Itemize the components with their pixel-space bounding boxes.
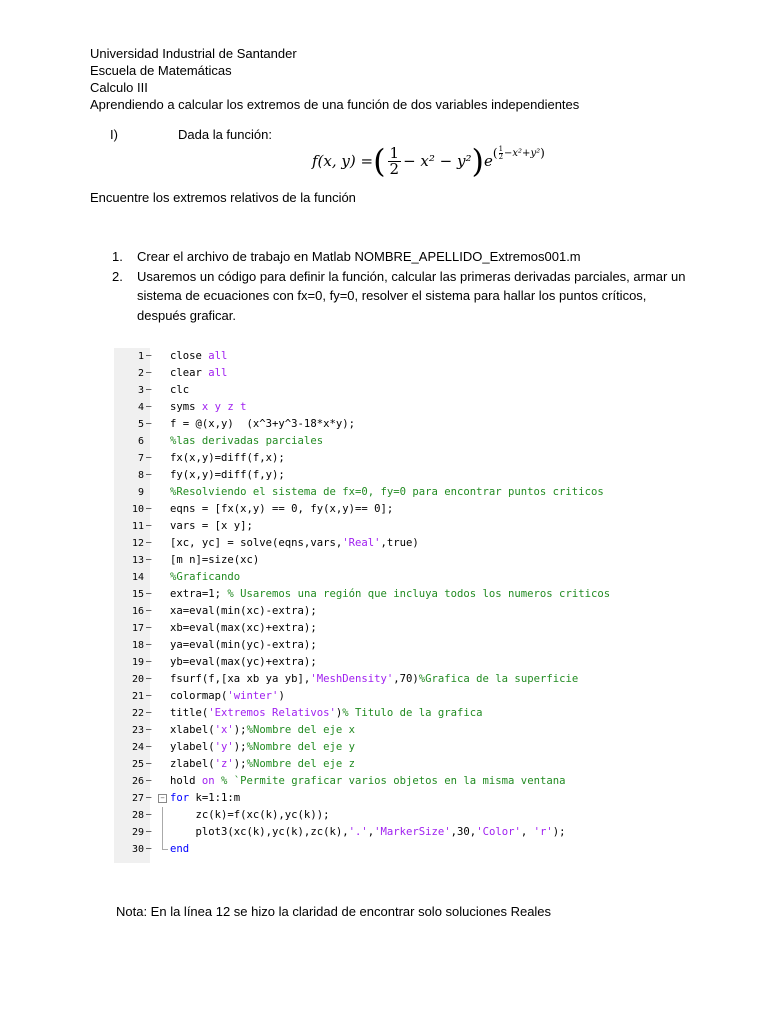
breakpoint-marker[interactable]: — [146,657,152,667]
code-text[interactable] [170,569,240,586]
line-number: 25 [131,759,144,770]
function-formula [312,142,545,180]
line-number: 22 [131,708,144,719]
intro-text: Encuentre los extremos relativos de la función [90,190,356,205]
university-name: Universidad Industrial de Santander [90,46,297,61]
line-number: 20 [131,674,144,685]
code-line [114,348,654,365]
code-line [114,603,654,620]
breakpoint-marker[interactable]: — [146,538,152,548]
line-number: 17 [131,623,144,634]
code-token: fsurf(f,[xa xb ya yb], [170,673,311,685]
code-line [114,518,654,535]
code-line [114,739,654,756]
line-number: 28 [131,810,144,821]
code-text[interactable] [170,807,329,824]
code-text[interactable] [170,501,393,518]
breakpoint-marker[interactable]: — [146,589,152,599]
code-text[interactable] [170,790,240,807]
code-token-str: on [201,775,215,787]
line-number: 7 [137,453,144,464]
code-token-str: 'y' [214,741,234,753]
formula-exp-rest: −x²+y² [504,147,541,159]
code-token: , [367,826,375,838]
code-token: xlabel( [170,724,215,736]
code-text[interactable] [170,739,355,756]
code-token-str: 'Color' [476,826,521,838]
fold-guide-end [162,849,168,850]
code-token-str: '.' [348,826,368,838]
code-token: ) [278,690,285,702]
breakpoint-marker[interactable]: — [146,555,152,565]
formula-paren-close: ) [471,142,484,180]
code-token: xb=eval(max(xc)+extra); [170,622,317,634]
code-line [114,807,654,824]
formula-exp-fraction [499,146,503,161]
line-number: 5 [137,419,144,430]
code-text[interactable] [170,586,610,603]
code-token-cmt: %Grafica de la superficie [418,673,579,685]
formula-middle: − x² − y² [403,152,472,170]
code-token: ); [233,724,247,736]
code-token-str: 'r' [533,826,553,838]
code-token: fy(x,y)=diff(f,y); [170,469,285,481]
formula-lhs: f(x, y) = [312,152,374,170]
formula-frac-num: 1 [389,143,400,162]
code-token-str: x y z t [201,401,247,413]
breakpoint-marker[interactable]: — [146,385,152,395]
list-item [112,247,692,267]
formula-frac-den: 2 [389,159,400,178]
line-number: 14 [131,572,144,583]
list-item-number: 1. [112,249,123,264]
matlab-code-block [114,348,654,858]
code-line [114,654,654,671]
line-number: 6 [137,436,144,447]
code-token: ,true) [380,537,419,549]
code-line [114,365,654,382]
code-line [114,535,654,552]
code-token-cmt: %Resolviendo el sistema de fx=0, fy=0 para encontrar puntos criticos [170,486,604,498]
code-text[interactable] [170,722,355,739]
code-line [114,841,654,858]
breakpoint-marker[interactable]: — [146,776,152,786]
breakpoint-marker[interactable]: — [146,623,152,633]
line-number: 8 [137,470,144,481]
breakpoint-marker[interactable]: — [146,810,152,820]
note-text: Nota: En la línea 12 se hizo la claridad de encontrar solo soluciones Reales [116,904,552,919]
code-line [114,756,654,773]
formula-exp-frac-den: 2 [498,152,504,161]
code-token-str: 'z' [214,758,234,770]
breakpoint-marker[interactable]: — [146,453,152,463]
code-token-kw: for [170,792,190,804]
document-header [90,45,579,113]
code-token: ya=eval(min(yc)-extra); [170,639,317,651]
breakpoint-marker[interactable]: — [146,674,152,684]
code-line [114,620,654,637]
code-token-str: 'Extremos Relativos' [208,707,336,719]
line-number: 9 [137,487,144,498]
code-token: eqns = [fx(x,y) == 0, fy(x,y)== 0]; [170,503,394,515]
formula-exp-frac-num: 1 [498,144,504,153]
code-line [114,722,654,739]
code-token-str: 'Real' [342,537,381,549]
code-token: plot3(xc(k),yc(k),zc(k), [170,826,349,838]
code-token: xa=eval(min(xc)-extra); [170,605,317,617]
code-line [114,569,654,586]
line-number: 29 [131,827,144,838]
code-token: clear [170,367,209,379]
school-name: Escuela de Matemáticas [90,63,232,78]
code-line [114,637,654,654]
code-line [114,552,654,569]
code-text[interactable] [170,773,565,790]
code-token-cmt: %Graficando [170,571,241,583]
code-line [114,688,654,705]
code-token-cmt: % `Permite graficar varios objetos en la misma ventana [221,775,566,787]
formula-paren-open: ( [373,142,386,180]
code-token-cmt: %Nombre del eje x [246,724,355,736]
line-number: 18 [131,640,144,651]
code-line [114,773,654,790]
document-title: Aprendiendo a calcular los extremos de una función de dos variables independientes [90,97,580,112]
breakpoint-marker[interactable]: — [146,793,152,803]
fold-guide-line [162,807,163,850]
code-line [114,790,654,807]
code-token: fx(x,y)=diff(f,x); [170,452,285,464]
code-token: vars = [x y]; [170,520,253,532]
line-number: 21 [131,691,144,702]
breakpoint-marker[interactable]: — [146,708,152,718]
code-text[interactable] [170,620,317,637]
code-text[interactable] [170,382,189,399]
line-number: 3 [137,385,144,396]
code-text[interactable] [170,416,355,433]
code-token: [xc, yc] = solve(eqns,vars, [170,537,343,549]
code-text[interactable] [170,484,604,501]
code-token: ,70) [393,673,419,685]
code-token: yb=eval(max(yc)+extra); [170,656,317,668]
line-number: 19 [131,657,144,668]
code-token-str: 'MarkerSize' [374,826,451,838]
code-token: ,30, [450,826,477,838]
breakpoint-marker[interactable]: — [146,521,152,531]
line-number: 24 [131,742,144,753]
code-line [114,450,654,467]
code-line [114,433,654,450]
code-token: colormap( [170,690,228,702]
code-token-str: 'x' [214,724,234,736]
section-text: Dada la función: [178,127,272,142]
list-item-number: 2. [112,268,123,284]
line-number: 23 [131,725,144,736]
code-token: zlabel( [170,758,215,770]
code-token: ); [233,741,247,753]
code-text[interactable] [170,705,483,722]
code-line [114,399,654,416]
code-text[interactable] [170,348,227,365]
code-line [114,484,654,501]
code-token-str: all [208,367,228,379]
code-token: title( [170,707,209,719]
code-text[interactable] [170,433,323,450]
code-line [114,586,654,603]
code-token: , [520,826,534,838]
instructions-list [112,247,692,325]
code-line [114,467,654,484]
code-token-cmt: % Titulo de la grafica [342,707,483,719]
code-token: ); [233,758,247,770]
line-number: 12 [131,538,144,549]
code-token-str: 'winter' [227,690,279,702]
breakpoint-marker[interactable]: — [146,470,152,480]
code-token: f = @(x,y) (x^3+y^3-18*x*y); [170,418,355,430]
code-text[interactable] [170,467,285,484]
line-number: 27 [131,793,144,804]
breakpoint-marker[interactable]: — [146,844,152,854]
code-text[interactable] [170,756,355,773]
code-text[interactable] [170,365,227,382]
code-token-cmt: %las derivadas parciales [170,435,324,447]
code-line [114,671,654,688]
code-token: hold [170,775,202,787]
code-token-cmt: %Nombre del eje z [246,758,355,770]
formula-exponent: ( $\frac{1}{2}$ −x²+y² ) [492,144,545,161]
breakpoint-marker[interactable]: — [146,742,152,752]
code-text[interactable] [170,654,317,671]
formula-fraction [388,143,402,178]
code-text[interactable] [170,552,259,569]
line-number: 2 [137,368,144,379]
code-token: zc(k)=f(xc(k),yc(k)); [170,809,330,821]
code-line [114,501,654,518]
breakpoint-marker[interactable]: — [146,606,152,616]
line-number: 16 [131,606,144,617]
section-number: I) [110,127,118,142]
line-number: 10 [131,504,144,515]
code-line [114,382,654,399]
line-number: 4 [137,402,144,413]
line-number: 30 [131,844,144,855]
code-text[interactable] [170,603,317,620]
list-item [112,267,692,326]
code-line [114,824,654,841]
course-name: Calculo III [90,80,148,95]
code-token-cmt: % Usaremos una región que incluya todos los numeros criticos [227,588,611,600]
line-number: 26 [131,776,144,787]
code-text[interactable] [170,535,419,552]
code-token-kw: end [170,843,190,855]
code-text[interactable] [170,518,253,535]
code-text[interactable] [170,841,189,858]
code-token: extra=1; [170,588,228,600]
code-token-str: 'MeshDensity' [310,673,394,685]
code-text[interactable] [170,399,247,416]
code-text[interactable] [170,688,285,705]
code-text[interactable] [170,824,566,841]
code-token-str: all [208,350,228,362]
line-number: 13 [131,555,144,566]
line-number: 15 [131,589,144,600]
code-text[interactable] [170,671,578,688]
code-token: [m n]=size(xc) [170,554,260,566]
list-item-text: Usaremos un código para definir la función, calcular las primeras derivadas parciales, armar un sistema de ecuaciones con fx=0, fy=0, resolver el sistema para hallar los puntos críticos, después graficar. [137,268,686,323]
code-line [114,416,654,433]
formula-base: e [483,152,493,170]
fold-toggle-icon[interactable]: − [158,794,167,803]
breakpoint-marker[interactable]: — [146,640,152,650]
breakpoint-marker[interactable]: — [146,504,152,514]
line-number: 1 [137,351,144,362]
list-item-text: Crear el archivo de trabajo en Matlab NOMBRE_APELLIDO_Extremos001.m [137,249,581,264]
code-text[interactable] [170,637,317,654]
breakpoint-marker[interactable]: — [146,351,152,361]
breakpoint-marker[interactable]: — [146,368,152,378]
code-text[interactable] [170,450,285,467]
breakpoint-marker[interactable]: — [146,691,152,701]
line-number: 11 [131,521,144,532]
code-token: k=1:1:m [189,792,241,804]
breakpoint-marker[interactable]: — [146,402,152,412]
breakpoint-marker[interactable]: — [146,725,152,735]
code-token: clc [170,384,190,396]
breakpoint-marker[interactable]: — [146,759,152,769]
code-token: syms [170,401,202,413]
code-token: ); [552,826,566,838]
code-token: ylabel( [170,741,215,753]
code-line [114,705,654,722]
code-token: close [170,350,209,362]
breakpoint-marker[interactable]: — [146,827,152,837]
breakpoint-marker[interactable]: — [146,419,152,429]
code-token-cmt: %Nombre del eje y [246,741,355,753]
code-token: ) [335,707,343,719]
